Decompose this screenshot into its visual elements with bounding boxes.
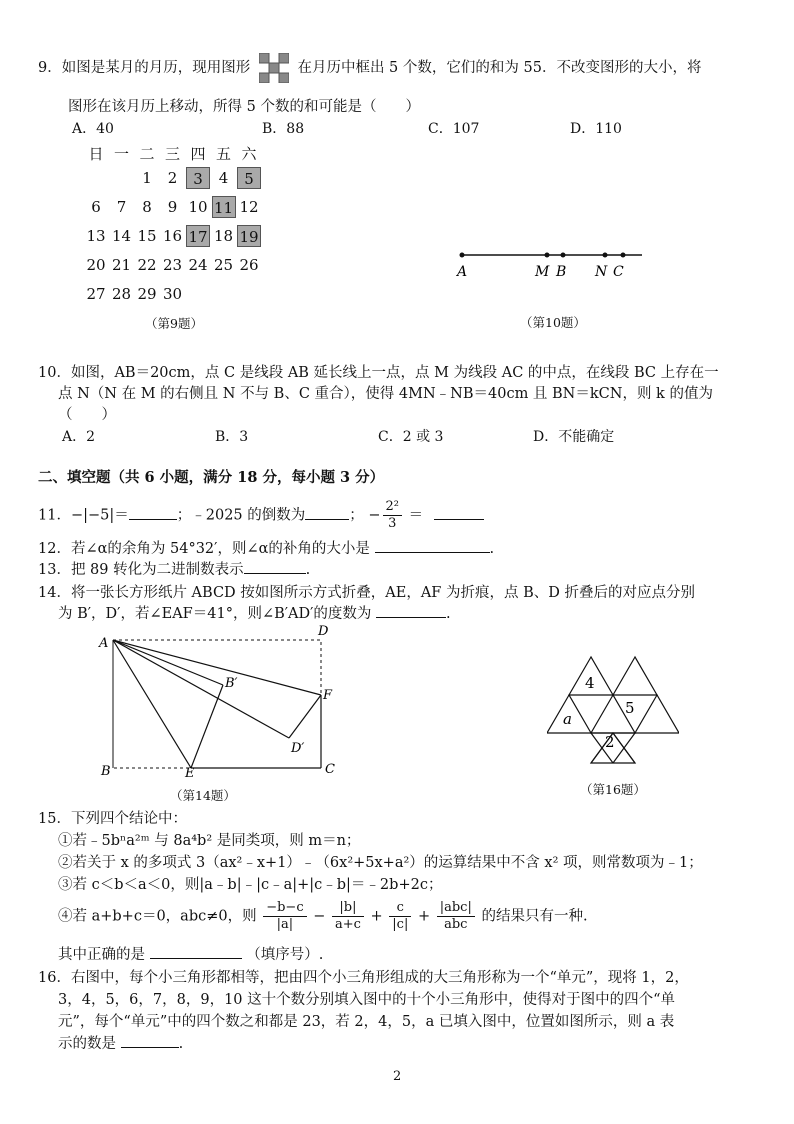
q14-caption: （第14题） — [170, 788, 236, 803]
q15-statement-4-start: ④若 a+b+c＝0，abc≠0，则 — [58, 908, 257, 925]
calendar-cell: 4 — [218, 169, 229, 187]
label-e: E — [185, 766, 195, 781]
q11-answer-blank-1[interactable] — [129, 505, 177, 520]
q15-fraction-4: $\frac{\text{|abc|}}{\text{abc}}$ — [437, 900, 475, 933]
point-a — [460, 253, 465, 258]
calendar-cell: 8 — [142, 198, 152, 216]
calendar-cell-shaded: 17 — [186, 225, 210, 247]
calendar-header-day: 四 — [190, 145, 206, 163]
q10-text-line2: 点 N（N 在 M 的右侧且 N 不与 B、C 重合），使得 4MN﹣NB＝40cm 且 BN＝kCN，则 k 的值为 — [58, 386, 713, 402]
q9-text-part1: 9．如图是某月的月历，现用图形 — [38, 60, 251, 76]
q9-option-a: A．40 — [72, 121, 114, 137]
q16-end: . — [178, 1036, 184, 1052]
q15-intro: 15．下列四个结论中： — [38, 811, 187, 827]
q10-text-line3: （ ） — [58, 407, 116, 423]
calendar-cell: 28 — [111, 285, 132, 303]
q15-statement-2: ②若关于 x 的多项式 3（ax²﹣x+1）﹣（6x²+5x+a²）的运算结果中不含 x² 项，则常数项为﹣1； — [58, 855, 703, 871]
q16-triangle-figure — [547, 655, 679, 765]
q10-option-a: A．2 — [62, 429, 96, 445]
calendar-cell: 21 — [111, 256, 132, 274]
label-b: B — [101, 764, 111, 779]
q11-answer-blank-2[interactable] — [305, 505, 349, 520]
label-n: N — [595, 264, 608, 280]
label-c: C — [613, 264, 624, 280]
page-number: 2 — [393, 1069, 402, 1084]
cell-a: a — [563, 710, 572, 728]
point-n — [603, 253, 608, 258]
q10-option-c: C．2 或 3 — [378, 429, 444, 445]
q16-text-line4: 示的数是 — [58, 1036, 116, 1052]
calendar-cell: 25 — [213, 256, 234, 274]
q11-reciprocal-text: ；﹣2025 的倒数为 — [176, 507, 306, 524]
q10-caption: （第10题） — [520, 315, 586, 330]
calendar-cell: 24 — [188, 256, 208, 274]
q11-fraction — [383, 499, 402, 532]
calendar-cell: 14 — [111, 227, 132, 245]
calendar-header-day: 六 — [241, 145, 257, 163]
q11-separator: ； — [349, 507, 364, 524]
q15-fraction-2: $\frac{|b|}{a+c}$ — [332, 900, 364, 933]
label-f: F — [323, 688, 333, 703]
q15-answer-end: （填序号）. — [246, 947, 324, 963]
calendar-header-day: 二 — [139, 145, 155, 163]
calendar-cell: 16 — [162, 227, 183, 245]
q10-option-d: D．不能确定 — [533, 429, 615, 445]
calendar-cell-shaded: 19 — [237, 225, 261, 247]
calendar-cell: 18 — [213, 227, 234, 245]
calendar-cell: 30 — [162, 285, 183, 303]
label-d-prime: D′ — [291, 741, 305, 756]
calendar-cell: 9 — [167, 198, 178, 216]
calendar-cell: 23 — [162, 256, 183, 274]
calendar-cell: 22 — [137, 256, 157, 274]
calendar-cell: 2 — [167, 169, 178, 187]
cell-4: 4 — [585, 674, 595, 692]
q10-text-line1: 10．如图，AB＝20cm，点 C 是线段 AB 延长线上一点，点 M 为线段 AC 的中点，在线段 BC 上存在一 — [38, 365, 719, 381]
q15-op-2: + — [370, 908, 383, 925]
q12-text: 12．若∠α的余角为 54°32′，则∠α的补角的大小是 — [38, 541, 370, 557]
calendar-cell: 29 — [137, 285, 157, 303]
q15-fraction-3: $\frac{c}{|c|}$ — [389, 900, 411, 933]
q16-answer-blank[interactable] — [121, 1033, 179, 1048]
calendar-cell: 13 — [86, 227, 106, 245]
calendar-header-day: 五 — [215, 145, 231, 163]
q15-answer-text: 其中正确的是 — [58, 947, 145, 963]
point-c — [621, 253, 626, 258]
q11-fraction-numerator: 2² — [383, 499, 402, 516]
calendar-cell: 10 — [188, 198, 208, 216]
q15-statement-1: ①若﹣5bⁿa²ᵐ 与 8a⁴b² 是同类项，则 m＝n； — [58, 833, 361, 849]
label-a: A — [457, 264, 468, 280]
q9-caption: （第9题） — [145, 316, 203, 331]
calendar-header-day: 日 — [88, 145, 104, 163]
q9-text-part2: 在月历中框出 5 个数，它们的和为 55．不改变图形的大小，将 — [297, 60, 702, 76]
q12-answer-blank[interactable] — [375, 538, 490, 553]
point-b — [561, 253, 566, 258]
q15-fraction-1: $\frac{-b-c}{|a|}$ — [263, 900, 306, 933]
q9-option-c: C．107 — [428, 121, 480, 137]
q11-minus: − — [368, 507, 381, 524]
calendar-cell: 1 — [142, 169, 152, 187]
q16-text-line1: 16．右图中，每个小三角形都相等，把由四个小三角形组成的大三角形称为一个“单元”，现将 1，2， — [38, 970, 689, 986]
q15-op-1: − — [313, 908, 326, 925]
q11-number: 11． — [38, 507, 71, 524]
label-b: B — [556, 264, 567, 280]
cell-5: 5 — [625, 699, 635, 717]
calendar-header-day: 一 — [113, 145, 129, 163]
q14-text-line2: 为 B′，D′，若∠EAF＝41°，则∠B′AD′的度数为 — [58, 606, 372, 622]
calendar-cell: 15 — [137, 227, 157, 245]
q15-statement-4-end: 的结果只有一种. — [481, 908, 588, 925]
q14-answer-blank[interactable] — [376, 603, 446, 618]
q14-fold-figure — [95, 625, 345, 785]
q14-end: . — [446, 606, 451, 622]
q13-text: 13．把 89 转化为二进制数表示 — [38, 562, 244, 578]
calendar-cell: 26 — [239, 256, 259, 274]
calendar-cell-shaded: 11 — [212, 196, 236, 218]
q14-text-line1: 14．将一张长方形纸片 ABCD 按如图所示方式折叠，AE，AF 为折痕，点 B、D 折叠后的对应点分别 — [38, 585, 695, 601]
q16-caption: （第16题） — [580, 782, 646, 797]
point-m — [545, 253, 550, 258]
section-2-heading: 二、填空题（共 6 小题，满分 18 分，每小题 3 分） — [38, 469, 385, 486]
q11-equals: ＝ — [408, 507, 424, 524]
q9-text-line2: 图形在该月历上移动，所得 5 个数的和可能是（ ） — [68, 99, 420, 115]
calendar-cell: 20 — [86, 256, 106, 274]
q15-op-3: + — [417, 908, 431, 925]
q15-answer-blank[interactable] — [150, 944, 242, 959]
q15-statement-3: ③若 c＜b＜a＜0，则|a﹣b|﹣|c﹣a|+|c﹣b|＝﹣2b+2c； — [58, 877, 443, 893]
calendar-cell-shaded: 5 — [237, 167, 261, 189]
q12-end: . — [489, 541, 495, 557]
q9-option-b: B．88 — [262, 121, 305, 137]
q11-fraction-denominator: 3 — [388, 516, 397, 531]
q11-expr1: −|−5|＝ — [70, 507, 129, 524]
q10-line-figure — [455, 245, 655, 285]
label-m: M — [535, 264, 550, 280]
calendar-cell-shaded: 3 — [186, 167, 210, 189]
calendar-cell: 12 — [239, 198, 259, 216]
q13-answer-blank[interactable] — [244, 559, 306, 574]
calendar-header-day: 三 — [164, 145, 180, 163]
q16-text-line3: 元”，每个“单元”中的四个数之和都是 23，若 2，4，5，a 已填入图中，位置如图所示，则 a 表 — [58, 1014, 675, 1030]
label-a: A — [99, 636, 109, 651]
calendar-cell: 7 — [116, 198, 127, 216]
q13-end: . — [305, 562, 311, 578]
q10-option-b: B．3 — [215, 429, 249, 445]
calendar-cell: 27 — [86, 285, 106, 303]
cell-2: 2 — [605, 733, 615, 751]
q9-option-d: D．110 — [570, 121, 622, 137]
label-d: D — [318, 625, 329, 639]
label-c: C — [325, 762, 335, 777]
q11-answer-blank-3[interactable] — [434, 505, 484, 520]
label-b-prime: B′ — [225, 676, 238, 691]
cross-shape-icon — [259, 53, 289, 83]
q16-text-line2: 3，4，5，6，7，8，9，10 这十个数分别填入图中的十个小三角形中，使得对于图中的四个“单 — [58, 992, 676, 1008]
calendar-cell: 6 — [91, 198, 101, 216]
